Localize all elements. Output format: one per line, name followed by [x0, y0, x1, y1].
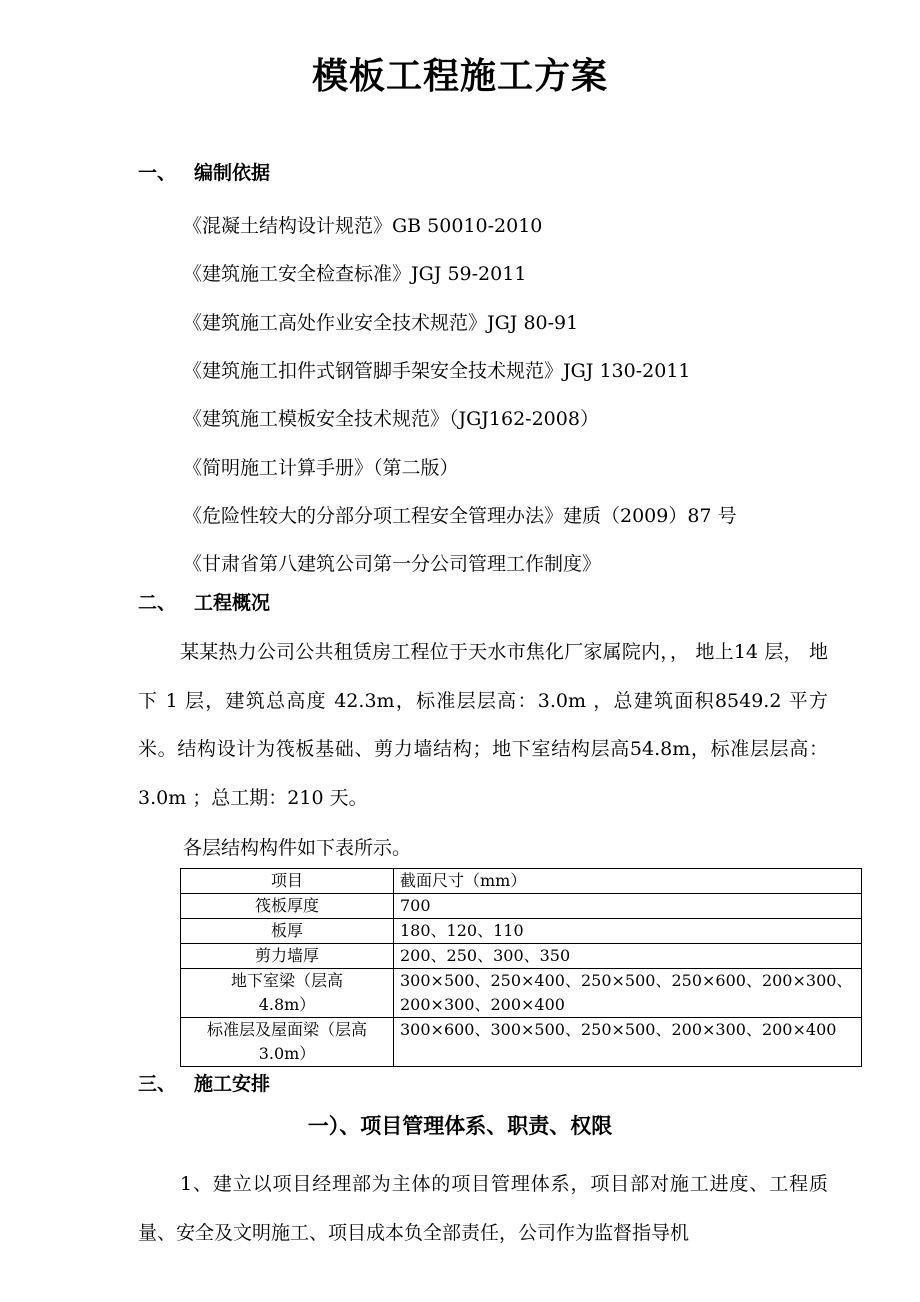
section-1-number: 一、	[138, 162, 177, 184]
table-cell-section: 300×600、300×500、250×500、200×300、200×400	[394, 1018, 862, 1067]
table-lead-text: 各层结构构件如下表所示。	[183, 837, 412, 859]
table-header-row	[181, 869, 862, 894]
table-row	[181, 944, 862, 969]
reference-item: 《简明施工计算手册》（第二版）	[183, 457, 459, 479]
document-title: 模板工程施工方案	[311, 56, 608, 97]
section-2-heading	[138, 588, 270, 615]
section-3-heading	[138, 1069, 270, 1096]
table-row	[181, 919, 862, 944]
table-row	[181, 1018, 862, 1067]
table-cell-section: 700	[394, 894, 862, 919]
management-system-paragraph: 1、建立以项目经理部为主体的项目管理体系，项目部对施工进度、工程质量、安全及文明施工、项目成本负全部责任，公司作为监督指导机	[138, 1173, 828, 1244]
section-1-title: 编制依据	[194, 162, 271, 184]
reference-item: 《建筑施工高处作业安全技术规范》JGJ 80-91	[183, 312, 579, 334]
table-row	[181, 969, 862, 1018]
project-overview-paragraph: 某某热力公司公共租赁房工程位于天水市焦化厂家属院内，， 地上14 层， 地下 1 层，建筑总高度 42.3m，标准层层高：3.0m ，总建筑面积8549.2 平方米。结构设计为筏板基础、剪力墙结构；地下室结构层高54.8m，标准层层高：3.0m ；总工期：210 天。	[138, 641, 828, 809]
table-cell-section: 200、250、300、350	[394, 944, 862, 969]
section-2-number: 二、	[138, 592, 177, 614]
table-cell-item: 地下室梁（层高 4.8m）	[181, 969, 394, 1018]
reference-item: 《建筑施工模板安全技术规范》（JGJ162-2008）	[183, 408, 599, 430]
section-1-heading	[138, 158, 270, 185]
table-header-section: 截面尺寸（mm）	[394, 869, 862, 894]
section-3-subheading: 一）、项目管理体系、职责、权限	[307, 1114, 613, 1138]
table-cell-section: 300×500、250×400、250×500、250×600、200×300、200×300、200×400	[394, 969, 862, 1018]
table-row	[181, 894, 862, 919]
reference-item: 《建筑施工安全检查标准》JGJ 59-2011	[183, 263, 527, 285]
table-cell-item: 标准层及屋面梁（层高 3.0m）	[181, 1018, 394, 1067]
table-cell-item: 板厚	[181, 919, 394, 944]
table-cell-section: 180、120、110	[394, 919, 862, 944]
table-header-item: 项目	[181, 869, 394, 894]
table-cell-item: 筏板厚度	[181, 894, 394, 919]
reference-item: 《甘肃省第八建筑公司第一分公司管理工作制度》	[183, 553, 602, 575]
section-2-title: 工程概况	[194, 592, 271, 614]
section-3-number: 三、	[138, 1073, 177, 1095]
reference-item: 《危险性较大的分部分项工程安全管理办法》建质（2009）87 号	[183, 505, 737, 527]
reference-item: 《建筑施工扣件式钢管脚手架安全技术规范》JGJ 130-2011	[183, 360, 691, 382]
member-section-table	[180, 868, 862, 1067]
section-3-title: 施工安排	[194, 1073, 271, 1095]
reference-item: 《混凝土结构设计规范》GB 50010-2010	[183, 215, 543, 237]
table-cell-item: 剪力墙厚	[181, 944, 394, 969]
